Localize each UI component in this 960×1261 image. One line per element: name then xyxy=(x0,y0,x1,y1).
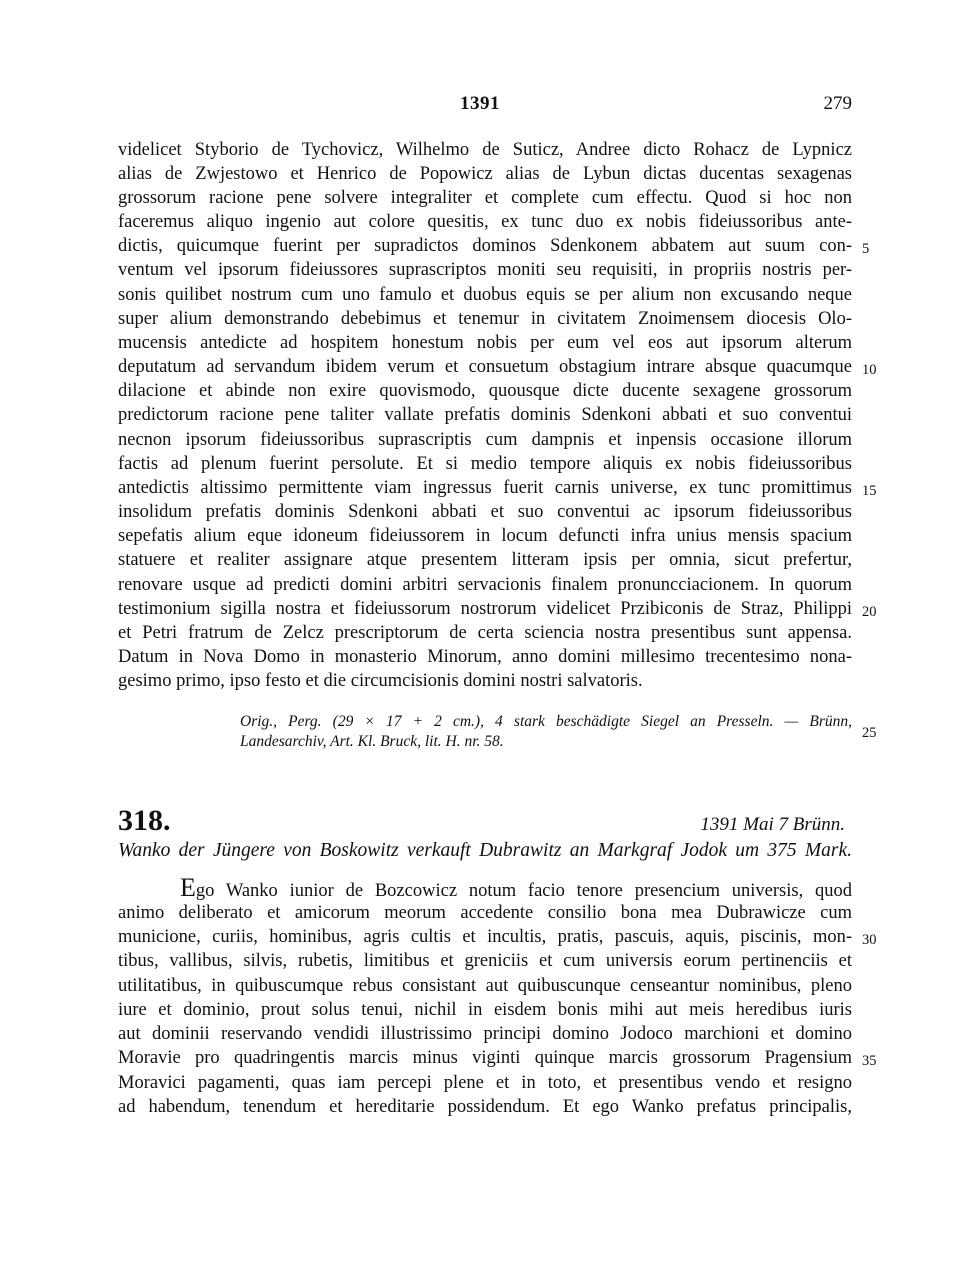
body-line: statuere et realiter assignare atque presentem litteram ipsis per omnia, sicut prefertur, xyxy=(118,550,852,570)
document-first-line xyxy=(180,873,852,903)
body-line: mucensis antedicte ad hospitem honestum nobis per eum vel eos aut ipsorum alterum xyxy=(118,333,852,353)
body-line: Datum in Nova Domo in monasterio Minorum, anno domini millesimo trecentesimo nona- xyxy=(118,647,852,667)
margin-line-number: 15 xyxy=(862,483,877,499)
body-line: super alium demonstrando debebimus et tenemur in civitatem Znoimensem diocesis Olo- xyxy=(118,309,852,329)
body-line: et Petri fratrum de Zelcz prescriptorum de certa sciencia nostra presentibus sunt appensa. xyxy=(118,623,852,643)
document-line: Moravie pro quadringentis marcis minus viginti quinque marcis grossorum Pragensium xyxy=(118,1048,852,1068)
document-date: 1391 Mai 7 Brünn. xyxy=(700,814,845,835)
document-line: tibus, vallibus, silvis, rubetis, limitibus et greniciis et cum universis eorum pertinenciis et xyxy=(118,951,852,971)
document-line: utilitatibus, in quibuscumque rebus consistant aut quibuscunque censeantur nominibus, pleno xyxy=(118,976,852,996)
document-line: municione, curiis, hominibus, agris cultis et incultis, pratis, pascuis, aquis, piscinis, mon- xyxy=(118,927,852,947)
source-note-line: Landesarchiv, Art. Kl. Bruck, lit. H. nr. 58. xyxy=(240,733,504,750)
body-line: deputatum ad servandum ibidem verum et consuetum obstagium intrare absque quacumque xyxy=(118,357,852,377)
first-line-text: go Wanko iunior de Bozcowicz notum facio tenore presencium universis, quod xyxy=(195,881,852,901)
document-title: Wanko der Jüngere von Boskowitz verkauft Dubrawitz an Markgraf Jodok um 375 Mark. xyxy=(118,840,852,861)
body-line: dictis, quicumque fuerint per supradictos dominos Sdenkonem abbatem aut suum con- xyxy=(118,236,852,256)
running-head-year: 1391 xyxy=(460,93,500,114)
margin-line-number: 30 xyxy=(862,932,877,948)
margin-line-number: 20 xyxy=(862,604,877,620)
document-line: Moravici pagamenti, quas iam percepi plene et in toto, et presentibus vendo et resigno xyxy=(118,1073,852,1093)
document-line: iure et dominio, prout solus tenui, nichil in eisdem bonis mihi aut meis heredibus iuris xyxy=(118,1000,852,1020)
body-line: insolidum prefatis dominis Sdenkoni abbati et suo conventui ac ipsorum fideiussoribus xyxy=(118,502,852,522)
margin-line-number: 5 xyxy=(862,241,870,257)
document-number: 318. xyxy=(118,804,171,837)
document-line: aut dominii reservando vendidi illustrissimo principi domino Jodoco marchioni et domino xyxy=(118,1024,852,1044)
body-line: factis ad plenum fuerint persolute. Et si medio tempore aliquis ex nobis fideiussoribus xyxy=(118,454,852,474)
body-line: grossorum racione pene solvere integraliter et complete cum effectu. Quod si hoc non xyxy=(118,188,852,208)
margin-line-number: 25 xyxy=(862,725,877,741)
body-line: gesimo primo, ipso festo et die circumcisionis domini nostri salvatoris. xyxy=(118,671,643,691)
body-line: ventum vel ipsorum fideiussores suprascriptos moniti seu requisiti, in propriis nostris per- xyxy=(118,260,852,280)
body-line: renovare usque ad predicti domini arbitri servacionis finalem pronuncciacionem. In quorum xyxy=(118,575,852,595)
body-line: sonis quilibet nostrum cum uno famulo et duobus equis se per alium non excusando neque xyxy=(118,285,852,305)
drop-cap-initial: E xyxy=(180,873,196,902)
body-line: faceremus aliquo ingenio aut colore quesitis, ex tunc duo ex nobis fideiussoribus ante- xyxy=(118,212,852,232)
document-line: ad habendum, tenendum et hereditarie possidendum. Et ego Wanko prefatus principalis, xyxy=(118,1097,852,1117)
body-line: predictorum racione pene taliter vallate prefatis dominis Sdenkoni abbati et suo conventui xyxy=(118,405,852,425)
body-line: testimonium sigilla nostra et fideiussorum nostrorum videlicet Przibiconis de Straz, Philippi xyxy=(118,599,852,619)
margin-line-number: 35 xyxy=(862,1053,877,1069)
body-line: dilacione et abinde non exire quovismodo, quousque dicte ducente sexagene grossorum xyxy=(118,381,852,401)
margin-line-number: 10 xyxy=(862,362,877,378)
body-line: videlicet Styborio de Tychovicz, Wilhelmo de Suticz, Andree dicto Rohacz de Lypnicz xyxy=(118,140,852,160)
page-number: 279 xyxy=(823,93,852,114)
body-line: necnon ipsorum fideiussoribus suprascriptis cum dampnis et inpensis occasione illorum xyxy=(118,430,852,450)
body-line: antedictis altissimo permittente viam ingressus fuerit carnis universe, ex tunc promittimus xyxy=(118,478,852,498)
body-line: alias de Zwjestowo et Henrico de Popowicz alias de Lybun dictas ducentas sexagenas xyxy=(118,164,852,184)
body-line: sepefatis alium eque idoneum fideiussorem in locum defuncti infra unius mensis spacium xyxy=(118,526,852,546)
document-line: animo deliberato et amicorum meorum accedente consilio bona mea Dubrawicze cum xyxy=(118,903,852,923)
source-note-line: Orig., Perg. (29 × 17 + 2 cm.), 4 stark beschädigte Siegel an Presseln. — Brünn, xyxy=(240,713,852,730)
